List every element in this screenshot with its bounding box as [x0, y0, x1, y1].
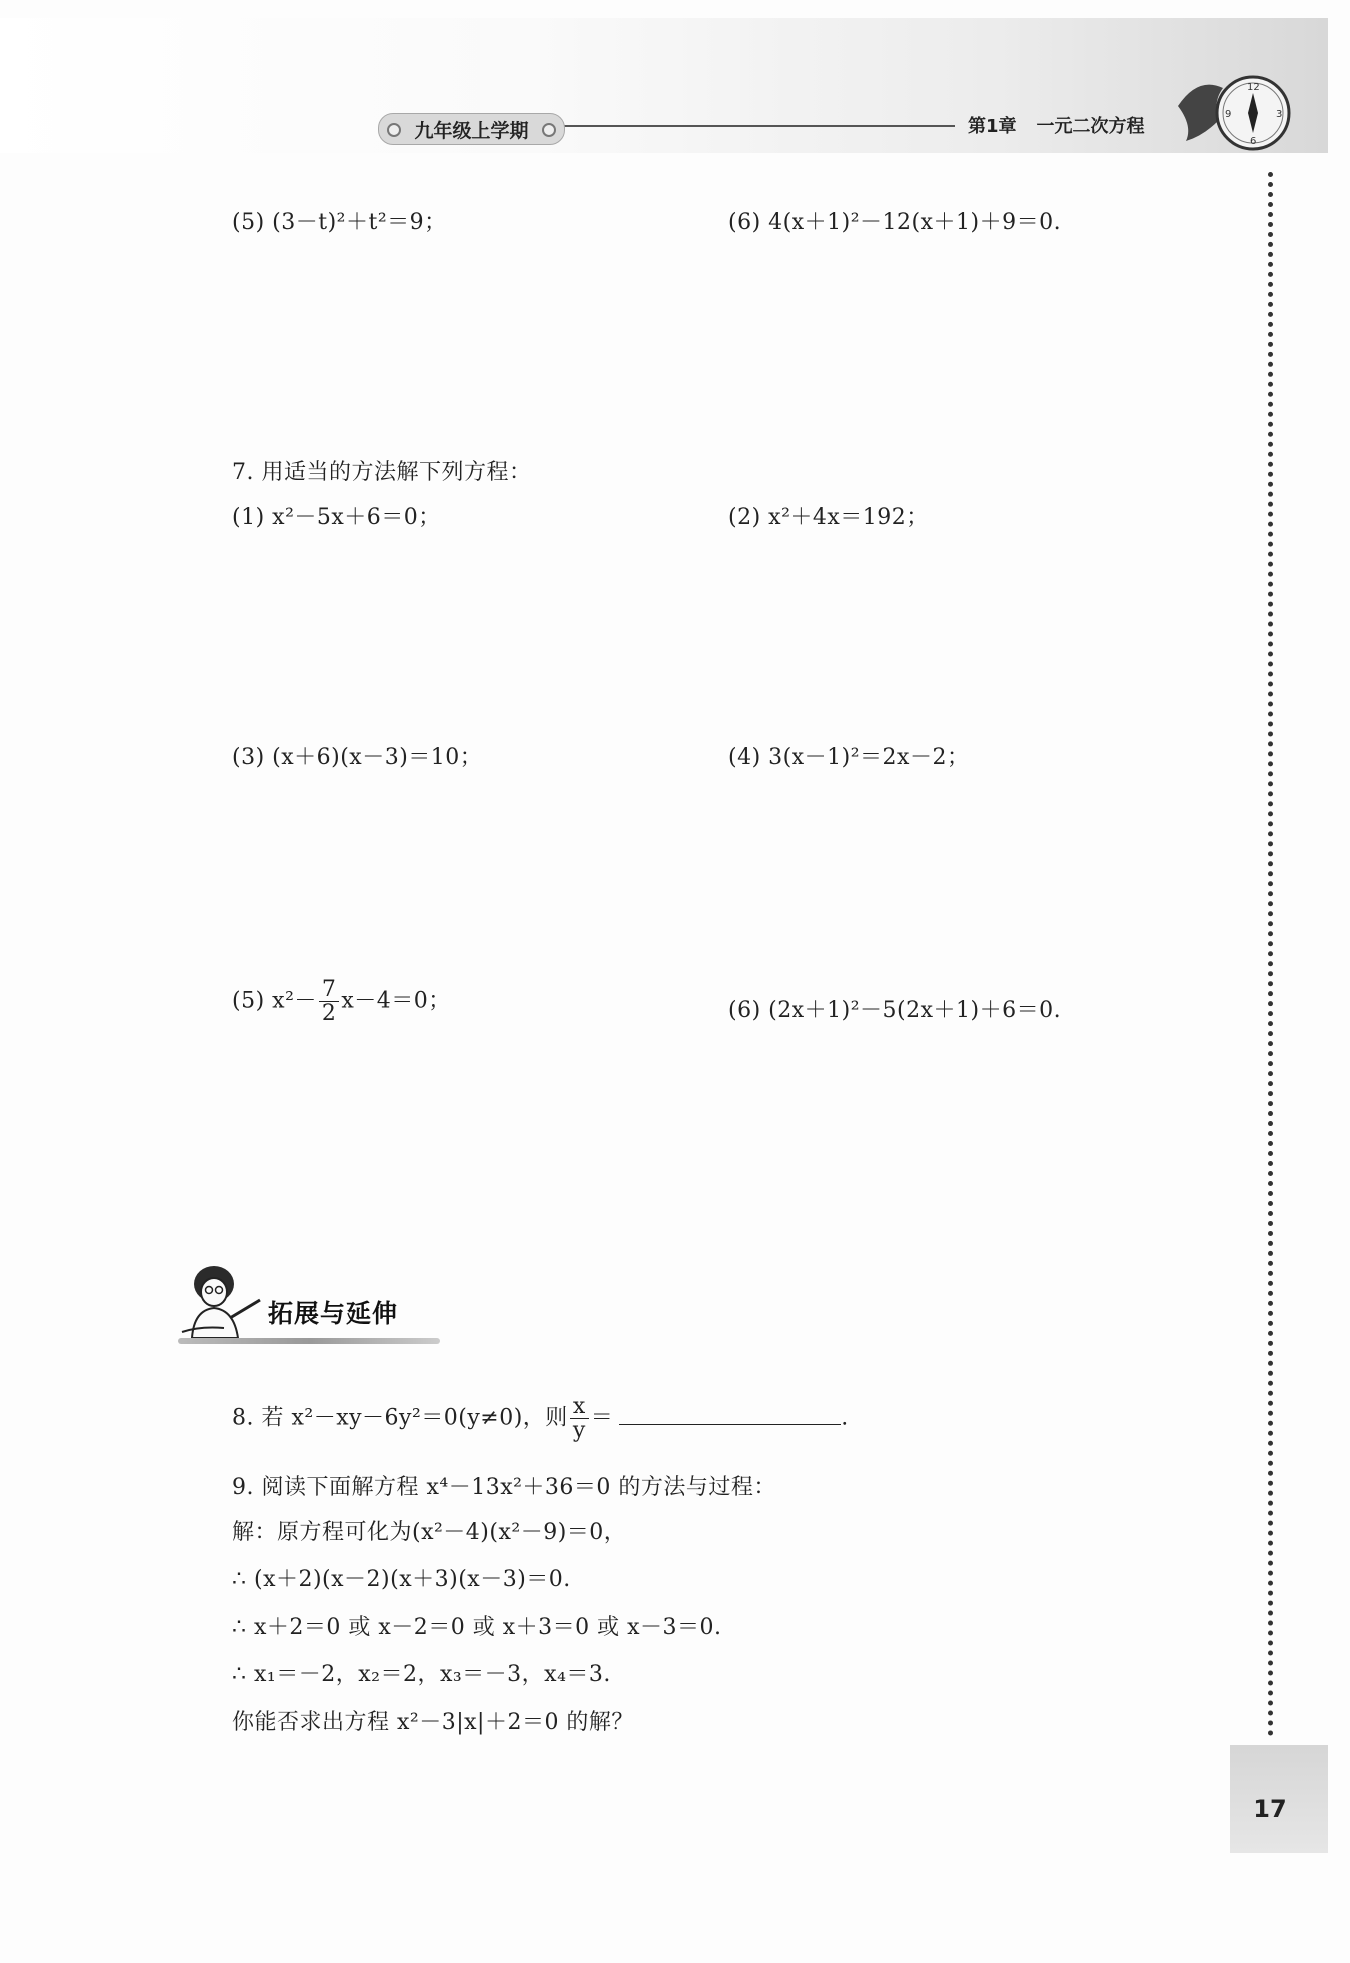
question-9-line-2: 解：原方程可化为(x²－4)(x²－9)＝0，	[232, 1520, 627, 1545]
fraction-denominator: 2	[321, 1001, 337, 1027]
fraction-denominator: y	[572, 1418, 586, 1444]
question-9-line-5: ∴ x₁＝－2，x₂＝2，x₃＝－3，x₄＝3.	[232, 1662, 611, 1687]
chapter-title: 一元二次方程	[1036, 116, 1145, 137]
question-9-line-1: 9. 阅读下面解方程 x⁴－13x²＋36＝0 的方法与过程：	[232, 1475, 776, 1500]
question-7-part-3: (3) (x＋6)(x－3)＝10；	[232, 745, 483, 770]
section-banner	[178, 1262, 443, 1342]
section-title: 拓展与延伸	[268, 1299, 399, 1328]
fraction-numerator: x	[570, 1395, 589, 1419]
fraction-x-over-y	[570, 1395, 589, 1442]
svg-text:3: 3	[1276, 109, 1283, 120]
question-7-part-1: (1) x²－5x＋6＝0；	[232, 505, 441, 530]
question-8-period: .	[841, 1405, 849, 1431]
question-7-part-5	[232, 978, 451, 1025]
chapter-number: 第1章	[968, 116, 1017, 137]
question-7-part-5-prefix: (5) x²－	[232, 988, 317, 1014]
question-7-part-4: (4) 3(x－1)²＝2x－2；	[728, 745, 970, 770]
exercise-6-item-5: (5) (3－t)²＋t²＝9；	[232, 210, 447, 235]
question-9-line-6: 你能否求出方程 x²－3|x|＋2＝0 的解？	[232, 1710, 634, 1735]
question-8-equals: ＝	[590, 1405, 614, 1431]
question-9-line-4: ∴ x＋2＝0 或 x－2＝0 或 x＋3＝0 或 x－3＝0.	[232, 1615, 722, 1640]
question-8	[232, 1395, 849, 1442]
exercise-6-item-6: (6) 4(x＋1)²－12(x＋1)＋9＝0.	[728, 210, 1062, 235]
compass-runner-icon	[1168, 66, 1298, 156]
question-9-line-3: ∴ (x＋2)(x－2)(x＋3)(x－3)＝0.	[232, 1567, 571, 1592]
fraction-numerator: 7	[319, 978, 340, 1002]
svg-text:9: 9	[1225, 109, 1232, 120]
header-rule	[570, 125, 955, 127]
teacher-illustration-icon	[180, 1262, 268, 1340]
pill-right-dot	[542, 123, 556, 137]
grade-label	[378, 113, 565, 145]
section-underline	[178, 1338, 440, 1344]
page-number-tab	[1230, 1745, 1328, 1853]
margin-dotted-rule	[1268, 172, 1273, 1737]
svg-text:6: 6	[1250, 136, 1257, 147]
page-number: 17	[1253, 1795, 1287, 1823]
question-8-text: 8. 若 x²－xy－6y²＝0(y≠0)，则	[232, 1405, 568, 1431]
question-7-part-5-suffix: x－4＝0；	[341, 988, 451, 1014]
fraction-seven-halves	[319, 978, 340, 1025]
pill-left-dot	[387, 123, 401, 137]
grade-label-text: 九年级上学期	[414, 119, 529, 142]
answer-blank[interactable]	[619, 1402, 841, 1425]
question-7-part-6: (6) (2x＋1)²－5(2x＋1)＋6＝0.	[728, 998, 1062, 1023]
svg-text:12: 12	[1247, 82, 1260, 93]
question-7-title: 7. 用适当的方法解下列方程：	[232, 460, 532, 485]
chapter-heading	[968, 110, 1145, 140]
question-7-part-2: (2) x²＋4x＝192；	[728, 505, 929, 530]
